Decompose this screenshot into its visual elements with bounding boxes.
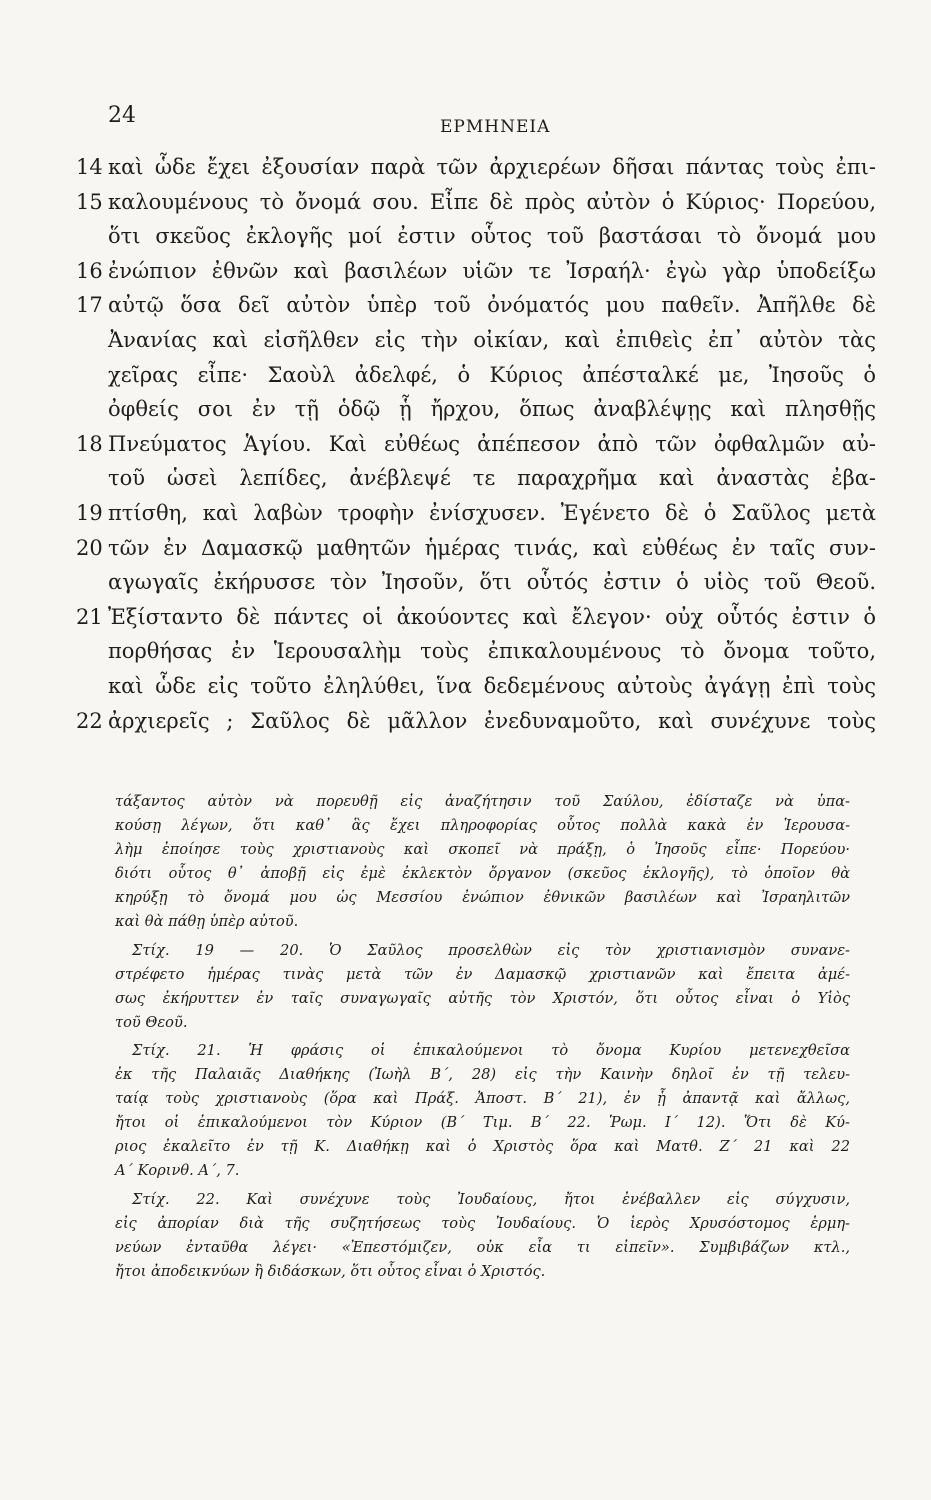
commentary-line: νεύων ἐνταῦθα λέγει· «Ἐπεστόμιζεν, οὐκ εἶα τι εἰπεῖν». Συμβιβάζων κτλ., <box>115 1238 850 1256</box>
text-line <box>76 496 876 531</box>
verse-text: καὶ ὧδε ἔχει ἐξουσίαν παρὰ τῶν ἀρχιερέων δῆσαι πάντας τοὺς ἐπι- <box>108 155 876 179</box>
main-text <box>76 150 876 738</box>
verse-number: 16 <box>76 258 103 283</box>
text-line <box>76 461 876 496</box>
text-line <box>76 531 876 566</box>
text-line <box>76 565 876 600</box>
commentary-line: Στίχ. 19 — 20. Ὁ Σαῦλος προσελθὼν εἰς τὸν χριστιανισμὸν συνανε- <box>132 941 850 959</box>
verse-text: ὀφθείς σοι ἐν τῇ ὁδῷ ᾗ ἤρχου, ὅπως ἀναβλέψῃς καὶ πλησθῇς <box>108 397 876 422</box>
verse-text: ἀρχιερεῖς ; Σαῦλος δὲ μᾶλλον ἐνεδυναμοῦτο, καὶ συνέχυνε τοὺς <box>108 708 876 733</box>
verse-text: πορθήσας ἐν Ἱερουσαλὴμ τοὺς ἐπικαλουμένους τὸ ὄνομα τοῦτο, <box>108 639 876 664</box>
verse-text: αγωγαῖς ἐκήρυσσε τὸν Ἰησοῦν, ὅτι οὗτός ἐστιν ὁ υἱὸς τοῦ Θεοῦ. <box>108 570 876 595</box>
verse-number: 15 <box>76 189 103 214</box>
running-title: ΕΡΜΗΝΕΙΑ <box>440 117 551 137</box>
text-line <box>76 392 876 427</box>
verse-number: 18 <box>76 431 103 456</box>
text-line <box>76 669 876 704</box>
commentary-line: κούσῃ λέγων, ὅτι καθ᾽ ἃς ἔχει πληροφορίας οὗτος πολλὰ κακὰ ἐν Ἱερουσα- <box>115 817 850 835</box>
commentary-line: Στίχ. 22. Καὶ συνέχυνε τοὺς Ἰουδαίους, ἤτοι ἐνέβαλλεν εἰς σύγχυσιν, <box>132 1190 850 1208</box>
commentary-line: εἰς ἀπορίαν διὰ τῆς συζητήσεως τοὺς Ἰουδαίους. Ὁ ἱερὸς Χρυσόστομος ἑρμη- <box>115 1214 850 1232</box>
text-line <box>76 704 876 739</box>
commentary-line: ἤτοι οἱ ἐπικαλούμενοι τὸν Κύριον (Β´ Τιμ. Β´ 22. Ῥωμ. Ι´ 12). Ὅτι δὲ Κύ- <box>115 1114 850 1132</box>
commentary-line: διότι οὗτος θ᾽ ἀποβῇ εἰς ἐμὲ ἐκλεκτὸν ὄργανον (σκεῦος ἐκλογῆς), τὸ ὁποῖον θὰ <box>115 865 850 883</box>
text-line <box>76 358 876 393</box>
text-line <box>76 288 876 323</box>
commentary-line: ἤτοι ἀποδεικνύων ἢ διδάσκων, ὅτι οὗτος εἶναι ὁ Χριστός. <box>115 1262 546 1280</box>
text-line <box>76 150 876 185</box>
text-line <box>76 254 876 289</box>
verse-text: καὶ ὧδε εἰς τοῦτο ἐληλύθει, ἵνα δεδεμένους αὐτοὺς ἀγάγῃ ἐπὶ τοὺς <box>108 673 876 698</box>
commentary-line: Α´ Κορινθ. Α´, 7. <box>115 1162 240 1180</box>
verse-text: καλουμένους τὸ ὄνομά σου. Εἶπε δὲ πρὸς αὐτὸν ὁ Κύριος· Πορεύου, <box>108 189 876 214</box>
verse-text: Ἐξίσταντο δὲ πάντες οἱ ἀκούοντες καὶ ἔλεγον· οὐχ οὗτός ἐστιν ὁ <box>108 604 876 629</box>
commentary-line: ἐκ τῆς Παλαιᾶς Διαθήκης (Ἰωὴλ Β´, 28) εἰς τὴν Καινὴν δηλοῖ ἐν τῇ τελευ- <box>115 1066 850 1084</box>
commentary-line: τάξαντος αὐτὸν νὰ πορευθῇ εἰς ἀναζήτησιν τοῦ Σαύλου, ἐδίσταζε νὰ ὑπα- <box>115 793 850 810</box>
verse-text: χεῖρας εἶπε· Σαοὺλ ἀδελφέ, ὁ Κύριος ἀπέσταλκέ με, Ἰησοῦς ὁ <box>108 362 876 387</box>
commentary-line: ριος ἐκαλεῖτο ἐν τῇ Κ. Διαθήκῃ καὶ ὁ Χριστὸς ὅρα καὶ Ματθ. Ζ´ 21 καὶ 22 <box>115 1138 850 1156</box>
commentary-line: λὴμ ἐποίησε τοὺς χριστιανοὺς καὶ σκοπεῖ νὰ πράξῃ, ὁ Ἰησοῦς εἶπε· Πορεύου· <box>115 841 850 859</box>
verse-text: Ἀνανίας καὶ εἰσῆλθεν εἰς τὴν οἰκίαν, καὶ ἐπιθεὶς ἐπ᾽ αὐτὸν τὰς <box>108 327 876 352</box>
commentary-line: στρέφετο ἡμέρας τινὰς μετὰ τῶν ἐν Δαμασκῷ χριστιανῶν καὶ ἔπειτα ἀμέ- <box>115 965 850 983</box>
verse-number: 20 <box>76 535 103 560</box>
verse-text: ἐνώπιον ἐθνῶν καὶ βασιλέων υἱῶν τε Ἰσραήλ· ἐγὼ γὰρ ὑποδείξω <box>108 258 876 283</box>
text-line <box>76 323 876 358</box>
text-line <box>76 427 876 462</box>
verse-text: Πνεύματος Ἁγίου. Καὶ εὐθέως ἀπέπεσον ἀπὸ τῶν ὀφθαλμῶν αὐ- <box>108 431 876 456</box>
text-line <box>76 185 876 220</box>
commentary-line: καὶ θὰ πάθῃ ὑπὲρ αὐτοῦ. <box>115 913 299 931</box>
verse-number: 22 <box>76 708 103 733</box>
verse-text: τῶν ἐν Δαμασκῷ μαθητῶν ἡμέρας τινάς, καὶ εὐθέως ἐν ταῖς συν- <box>108 535 876 560</box>
verse-number: 17 <box>76 293 103 318</box>
verse-text: ὅτι σκεῦος ἐκλογῆς μοί ἐστιν οὗτος τοῦ βαστάσαι τὸ ὄνομά μου <box>108 224 876 249</box>
commentary-footnotes <box>115 790 850 1284</box>
text-line <box>76 634 876 669</box>
verse-number: 19 <box>76 500 103 525</box>
verse-text: τοῦ ὡσεὶ λεπίδες, ἀνέβλεψέ τε παραχρῆμα καὶ ἀναστὰς ἐβα- <box>108 466 876 491</box>
commentary-line: Στίχ. 21. Ἡ φράσις οἱ ἐπικαλούμενοι τὸ ὄνομα Κυρίου μετενεχθεῖσα <box>132 1041 850 1059</box>
verse-number: 21 <box>76 604 103 629</box>
text-line <box>76 219 876 254</box>
verse-text: αὐτῷ ὅσα δεῖ αὐτὸν ὑπὲρ τοῦ ὀνόματός μου παθεῖν. Ἀπῆλθε δὲ <box>108 293 876 318</box>
commentary-line: κηρύξῃ τὸ ὄνομά μου ὡς Μεσσίου ἐνώπιον ἐθνικῶν βασιλέων καὶ Ἰσραηλιτῶν <box>115 889 850 907</box>
text-line <box>76 600 876 635</box>
commentary-line: τοῦ Θεοῦ. <box>115 1013 188 1031</box>
verse-number: 14 <box>76 155 103 179</box>
verse-text: πτίσθη, καὶ λαβὼν τροφὴν ἐνίσχυσεν. Ἐγένετο δὲ ὁ Σαῦλος μετὰ <box>108 500 876 525</box>
commentary-line: ταίᾳ τοὺς χριστιανοὺς (ὅρα καὶ Πράξ. Ἀποστ. Β´ 21), ἐν ᾗ ἀπαντᾷ καὶ ἄλλως, <box>115 1090 850 1108</box>
page-number: 24 <box>108 103 136 128</box>
commentary-line: σως ἐκήρυττεν ἐν ταῖς συναγωγαῖς αὐτῆς τὸν Χριστόν, ὅτι οὗτος εἶναι ὁ Υἱὸς <box>115 989 850 1007</box>
